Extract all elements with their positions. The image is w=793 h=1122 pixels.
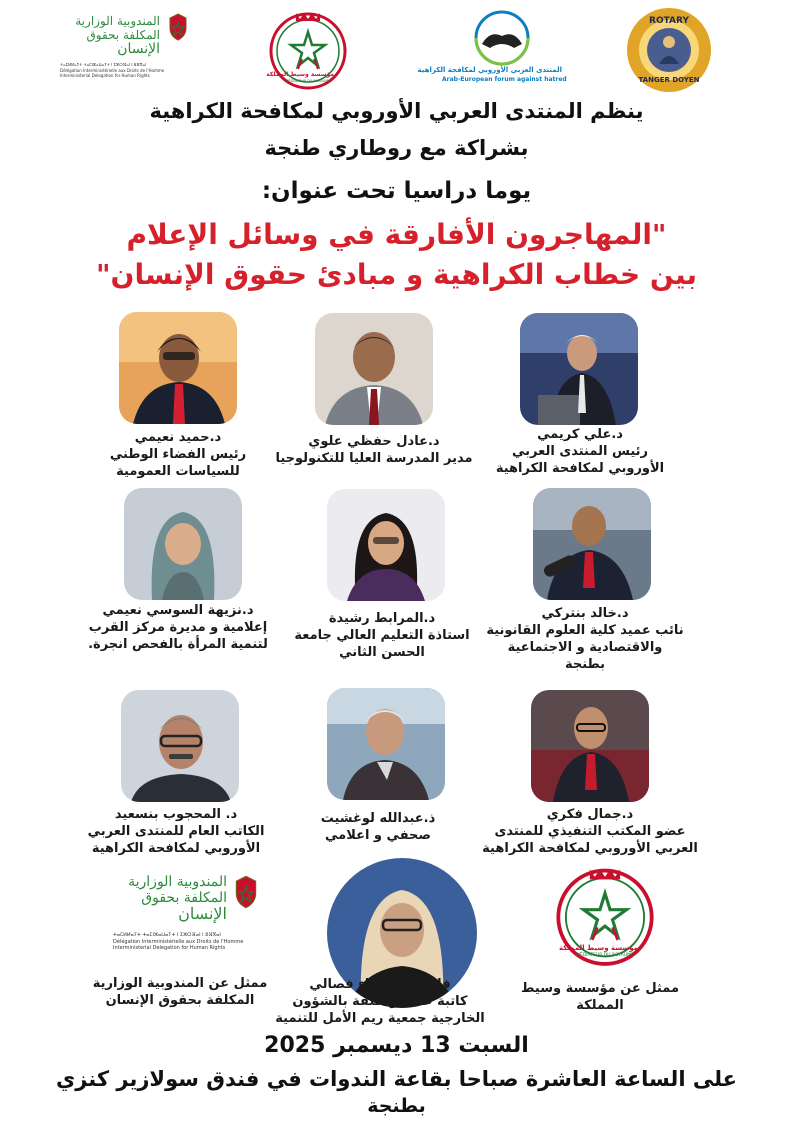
speaker-name: د.المرابط رشيدة (328, 611, 436, 626)
speaker-name: ذ.عبدالله لوغشيت (320, 811, 436, 826)
speaker-name: د. المحجوب بنسعيد (114, 807, 238, 822)
speaker-photo-khalid-benterki (533, 488, 651, 600)
speaker-name: د.جمال فكري (546, 807, 634, 822)
speaker-role-line: رئيس المنتدى العربي (512, 444, 648, 459)
speaker-role-line: الخارجية جمعية ريم الأمل للتنمية (275, 1011, 485, 1026)
wasit-logo-arabic: مؤسسة وسيط المملكة (266, 71, 334, 78)
delegation-arabic-line1: المندوبية الوزارية (75, 14, 160, 28)
speaker-caption-abdallah-loughchit (258, 810, 498, 844)
speaker-name: د.حميد نعيمي (134, 430, 222, 445)
speaker-caption-fatima-fasali (260, 976, 500, 1027)
speaker-role-line: كاتبة عامة ومكلفة بالشؤون (292, 994, 468, 1009)
delegation-english: Interministerial Delegation for Human Rights (60, 73, 150, 78)
delegation-arabic-line2: المكلفة بحقوق (141, 890, 227, 906)
delegation-tifinagh: ⵜⴰⵎⵍⵍⴰⵢⵜ ⵜⴰⵎⵏⵣⴰⵡⴰⵢⵜ ⵏ ⵉⵣⵔⴼⴰⵏ ⵏ ⵓⴼⴳⴰⵏ (113, 932, 221, 938)
speaker-photo-mahjoub-bensaid (121, 690, 239, 802)
speaker-name: فاطمة الزهراء فصالي (309, 977, 451, 992)
delegation-french: Délégation Interministérielle aux Droits de l'Homme (60, 67, 165, 73)
representative-line: المكلفة بحقوق الإنسان (105, 993, 255, 1008)
delegation-arabic-line1: المندوبية الوزارية (128, 874, 227, 890)
speaker-photo-adil-alaoui (315, 313, 433, 425)
delegation-english: Interministerial Delegation for Human Rights (113, 945, 226, 951)
wasit-logo-top (266, 5, 350, 95)
forum-logo-arabic: المنتدى العربي الأوروبي لمكافحة الكراهية (417, 66, 562, 74)
speaker-photo-abdallah-loughchit (327, 688, 445, 800)
speaker-role-line: لتنمية المرأة بالفحص انجرة. (88, 637, 268, 652)
wasit-logo-bottom (552, 858, 658, 974)
delegation-arabic-line2: المكلفة بحقوق (86, 28, 160, 42)
speaker-caption-adil-alaoui (254, 433, 494, 467)
forum-logo-english: Arab-European forum against hatred (442, 76, 567, 83)
header-line-partner: بشراكة مع روطاري طنجة (264, 136, 529, 160)
speaker-role-line: رئيس الفضاء الوطني (109, 447, 247, 462)
speaker-photo-rachida-mrabet (327, 489, 445, 601)
speaker-name: د.نزيهة السوسي نعيمي (102, 603, 254, 618)
wasit-logo-latin: MÉDIATEUR DU ROYAUME (576, 953, 634, 958)
speaker-role-line: إعلامية و مديرة مركز القرب (88, 620, 268, 635)
speaker-role-line: العربي الأوروبي لمكافحة الكراهية (482, 841, 698, 856)
delegation-tifinagh: ⵜⴰⵎⵍⵍⴰⵢⵜ ⵜⴰⵎⵏⵣⴰⵡⴰⵢⵜ ⵏ ⵉⵣⵔⴼⴰⵏ ⵏ ⵓⴼⴳⴰⵏ (60, 62, 147, 67)
event-title-line1: "المهاجرون الأفارقة في وسائل الإعلام (126, 218, 667, 251)
speaker-role-line: عضو المكتب التنفيذي للمنتدى (494, 824, 686, 839)
event-venue-line2: بطنجة (367, 1095, 426, 1117)
rotary-top-text: ROTARY (649, 16, 689, 26)
caption-rep-wasit (480, 980, 720, 1014)
speaker-role-line: للسياسات العمومية (116, 464, 240, 479)
delegation-logo-bottom (113, 870, 261, 960)
event-date: السبت 13 ديسمبر 2025 (264, 1033, 529, 1058)
rotary-bottom-text: TANGER DOYEN (638, 76, 700, 84)
delegation-arabic-line3: الإنسان (117, 41, 160, 57)
speaker-name: د.عادل حفظي علوي (308, 434, 440, 449)
event-venue-line1: على الساعة العاشرة صباحا بقاعة الندوات في فندق سولازير كنزي (55, 1067, 737, 1091)
speaker-photo-ali-karimi (520, 313, 638, 425)
wasit-logo-latin: MÉDIATEUR DU ROYAUME (285, 79, 331, 83)
speaker-caption-jamal-fikri (470, 806, 710, 857)
header-line-study-day: يوما دراسيا تحت عنوان: (261, 178, 532, 204)
representative-line: ممثل عن مؤسسة وسيط (520, 981, 680, 996)
event-title-line2: بين خطاب الكراهية و مبادئ حقوق الإنسان" (95, 258, 698, 291)
speaker-role-line: استاذة التعليم العالي جامعة (294, 628, 470, 643)
speaker-caption-khalid-benterki (465, 605, 705, 673)
delegation-french: Délégation Interministérielle aux Droits de l'Homme (113, 938, 244, 945)
moroccan-coat-of-arms-icon (166, 12, 190, 42)
delegation-logo-top (60, 12, 190, 92)
speaker-role-line: الأوروبي لمكافحة الكراهية (91, 841, 261, 856)
speaker-photo-jamal-fikri (531, 690, 649, 802)
speaker-name: د.علي كريمي (537, 427, 623, 442)
speaker-photo-naziha-soussi (124, 488, 242, 600)
speaker-role-line: مدير المدرسة العليا للتكنولوجيا (275, 451, 473, 466)
speaker-role-line: الأوروبي لمكافحة الكراهية (495, 461, 665, 476)
representative-line: المملكة (576, 998, 624, 1013)
wasit-logo-arabic: مؤسسة وسيط المملكة (558, 944, 638, 952)
speaker-name: د.خالد بنتركي (541, 606, 629, 621)
speaker-role-line: بطنجة (564, 657, 606, 672)
representative-line: ممثل عن المندوبية الوزارية (92, 976, 268, 991)
speaker-role-line: نائب عميد كلية العلوم القانونية (486, 623, 684, 638)
speaker-role-line: صحفي و اعلامي (325, 828, 431, 843)
rotary-logo (625, 6, 713, 94)
speaker-role-line: والاقتصادية و الاجتماعية (507, 640, 663, 655)
speaker-role-line: الكاتب العام للمنتدى العربي (87, 824, 265, 839)
forum-logo (417, 8, 567, 98)
moroccan-coat-of-arms-icon (231, 874, 261, 910)
delegation-arabic-line3: الإنسان (178, 904, 227, 923)
speaker-role-line: الحسن الثاني (339, 645, 425, 660)
speaker-photo-hamid-naimi (119, 312, 237, 424)
speaker-caption-ali-karimi (460, 426, 700, 477)
header-line-organizer: ينظم المنتدى العربي الأوروبي لمكافحة الكراهية (149, 99, 644, 123)
